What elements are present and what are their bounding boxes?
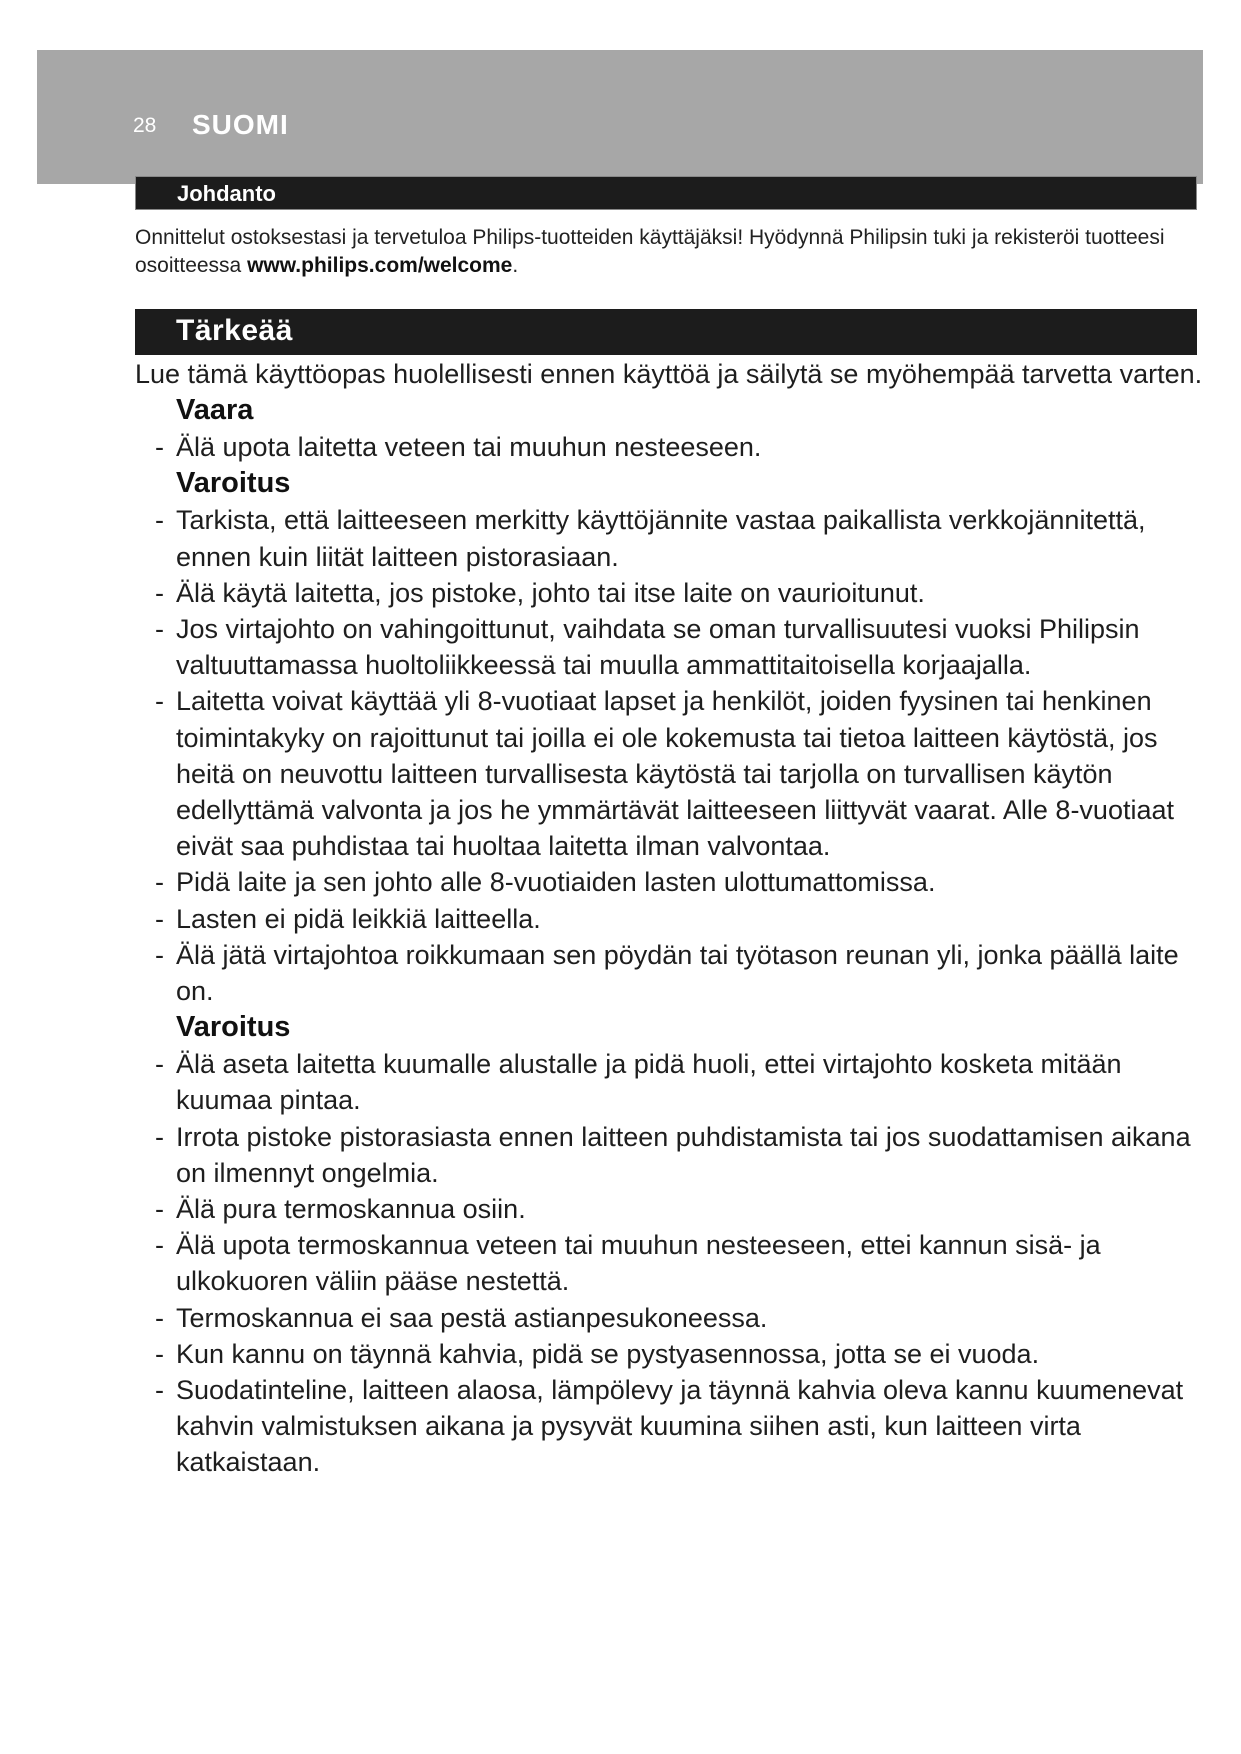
list-item: - Älä pura termoskannua osiin. [155,1194,526,1225]
list-item: - Jos virtajohto on vahingoittunut, vaihdata se oman turvallisuutesi vuoksi Philipsin valtuuttamassa huoltoliikkeessä tai muulla ammattitaitoisella korjaajalla. [155,614,1140,681]
list-item: - Lasten ei pidä leikkiä laitteella. [155,903,541,934]
important-section-title: Tärkeää [176,314,293,347]
caution-list [135,1046,1210,1480]
list-item: - Pidä laite ja sen johto alle 8-vuotiaiden lasten ulottumattomissa. [155,867,936,898]
list-item: - Tarkista, että laitteeseen merkitty käyttöjännite vastaa paikallista verkkojännitettä, ennen kuin liität laitteen pistorasiaan. [155,505,1146,572]
danger-heading: Vaara [176,394,254,427]
list-item: - Suodatinteline, laitteen alaosa, lämpölevy ja täynnä kahvia oleva kannu kuumenevat kahvin valmistuksen aikana ja pysyvät kuumina siihen asti, kun laitteen virta katkaistaan. [155,1375,1184,1478]
page-number: 28 [133,114,157,137]
intro-section-title: Johdanto [177,181,276,206]
list-item: - Älä aseta laitetta kuumalle alustalle ja pidä huoli, ettei virtajohto kosketa mitään kuumaa pintaa. [155,1049,1122,1116]
list-item: - Kun kannu on täynnä kahvia, pidä se pystyasennossa, jotta se ei vuoda. [155,1338,1040,1369]
list-item: - Älä upota termoskannua veteen tai muuhun nesteeseen, ettei kannun sisä- ja ulkokuoren väliin pääse nestettä. [155,1230,1101,1297]
caution-heading: Varoitus [176,1011,291,1044]
warning-heading: Varoitus [176,467,291,500]
language-title: SUOMI [192,109,289,140]
important-intro: Lue tämä käyttöopas huolellisesti ennen käyttöä ja säilytä se myöhempää tarvetta varten. [135,359,1203,389]
list-item: - Laitetta voivat käyttää yli 8-vuotiaat lapset ja henkilöt, joiden fyysinen tai henkinen toimintakyky on rajoittunut tai joilla ei ole kokemusta tai tietoa laitteen käytöstä, jos heitä on neuvottu laitteen turvallisesta käytöstä tai tarjolla on turvallisen käytön edellyttämä valvonta ja jos he ymmärtävät laitteeseen liittyvät vaarat. Alle 8-vuotiaat eivät saa puhdistaa tai huoltaa laitetta ilman valvontaa. [155,686,1174,862]
warning-list [135,502,1210,1009]
welcome-url: www.philips.com/welcome [247,254,513,277]
header-band [37,50,1203,184]
list-item: - Älä jätä virtajohtoa roikkumaan sen pöydän tai työtason reunan yli, jonka päällä laite on. [155,939,1179,1007]
list-item: - Irrota pistoke pistorasiasta ennen laitteen puhdistamista tai jos suodattamisen aikana on ilmennyt ongelmia. [155,1121,1191,1188]
intro-paragraph [135,224,1205,280]
list-item: - Älä upota laitetta veteen tai muuhun nesteeseen. [155,432,762,463]
intro-text-end: . [512,254,519,277]
intro-text: Onnittelut ostoksestasi ja tervetuloa Philips-tuotteiden käyttäjäksi! Hyödynnä Philipsin tuki ja rekisteröi tuotteesi osoitteessa [135,226,1165,277]
danger-list [135,429,1210,465]
list-item: - Älä käytä laitetta, jos pistoke, johto tai itse laite on vaurioitunut. [155,577,925,608]
list-item: - Termoskannua ei saa pestä astianpesukoneessa. [155,1302,768,1333]
important-section-bar [135,309,1197,355]
intro-section-bar [135,176,1197,210]
important-content [135,356,1210,1481]
